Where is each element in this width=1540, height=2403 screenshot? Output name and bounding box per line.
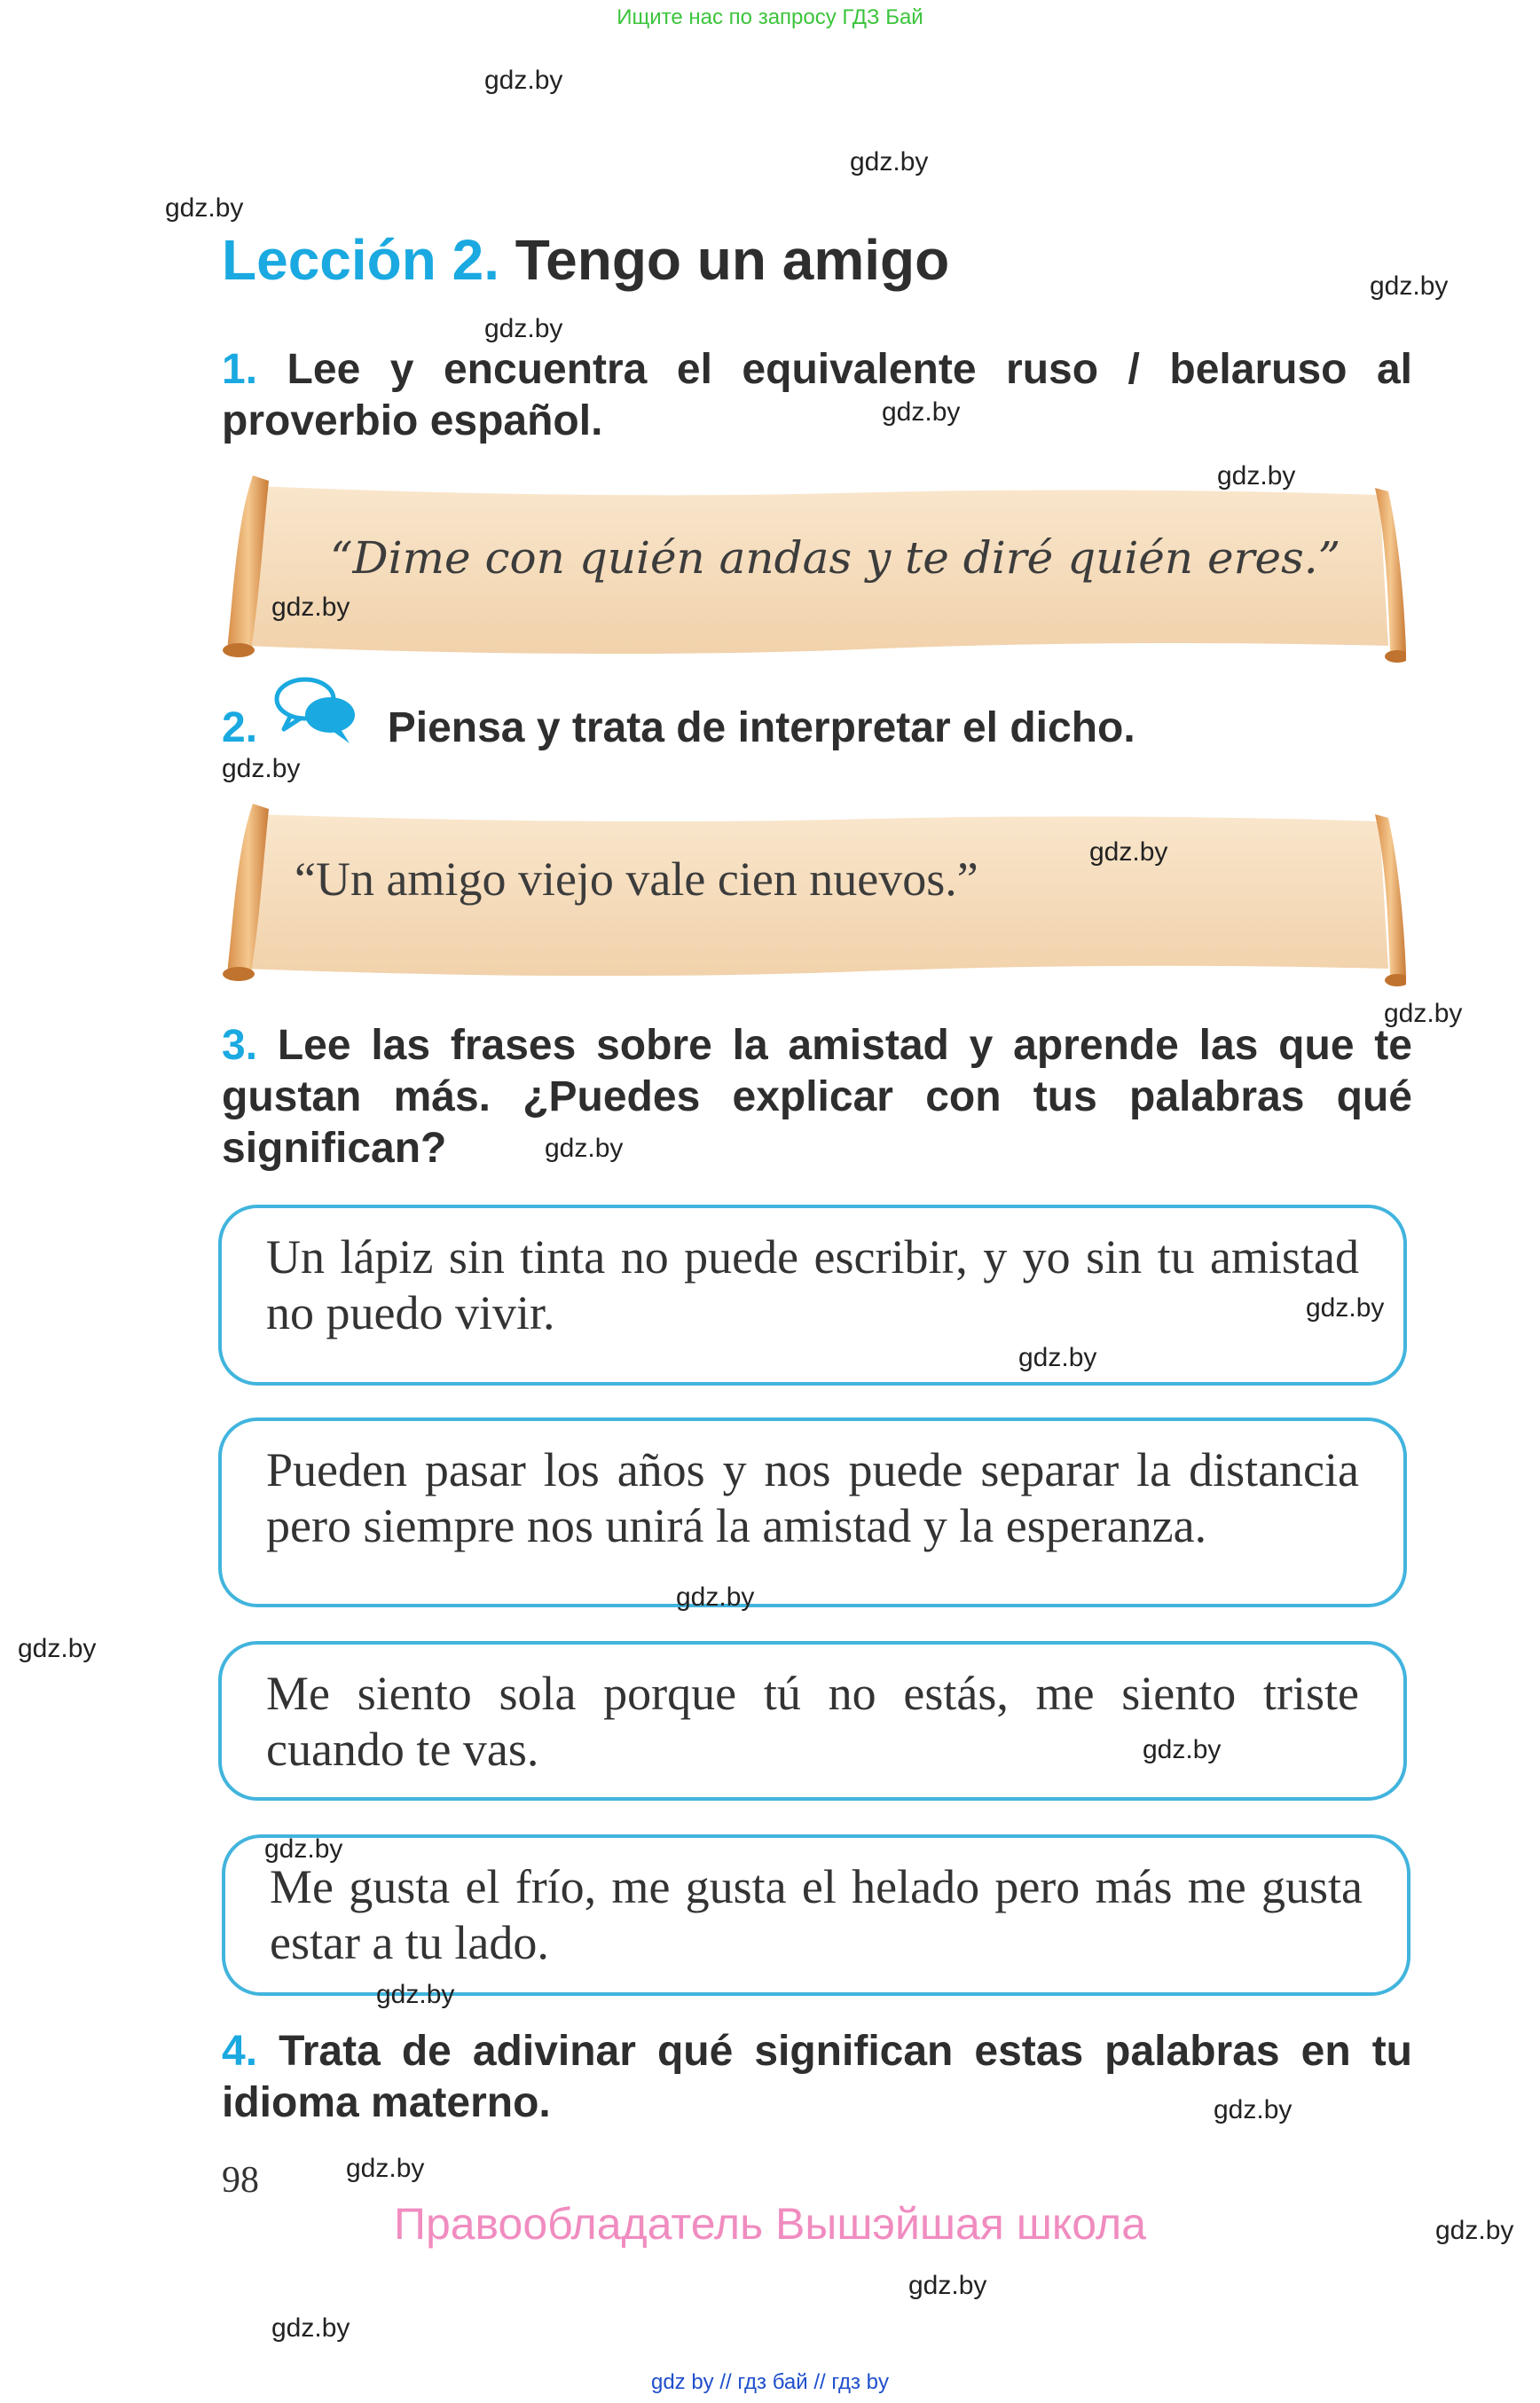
watermark: gdz.by: [264, 1834, 343, 1864]
proverb-2: “Un amigo viejo vale cien nuevos.”: [295, 852, 978, 906]
watermark: gdz.by: [1089, 837, 1168, 867]
phrase-card: [218, 1205, 1407, 1386]
task-text: Piensa y trata de interpretar el dicho.: [387, 704, 1135, 751]
header-note: Ищите нас по запросу ГДЗ Бай: [617, 5, 923, 29]
watermark: gdz.by: [676, 1582, 755, 1612]
watermark: gdz.by: [484, 314, 563, 343]
lesson-label: Lección 2.: [222, 228, 499, 292]
watermark: gdz.by: [850, 147, 929, 177]
phrase-text: Me siento sola porque tú no estás, me siento triste cuando te vas.: [266, 1667, 1359, 1776]
watermark: gdz.by: [1018, 1343, 1097, 1372]
watermark: gdz.by: [1217, 461, 1296, 491]
watermark: gdz.by: [1214, 2095, 1292, 2124]
copyright-holder: Правообладатель Вышэйшая школа: [394, 2199, 1146, 2249]
task-3: [222, 1020, 1412, 1174]
phrase-card: [218, 1641, 1407, 1801]
watermark: gdz.by: [165, 193, 244, 223]
phrase-card: [218, 1417, 1407, 1607]
task-number: 3.: [222, 1022, 258, 1069]
task-number: 1.: [222, 346, 258, 393]
watermark: gdz.by: [271, 593, 350, 622]
watermark: gdz.by: [1370, 271, 1449, 301]
phrase-text: Me gusta el frío, me gusta el helado pero más me gusta estar a tu lado.: [270, 1860, 1363, 1969]
watermark: gdz.by: [1384, 999, 1463, 1028]
watermark: gdz.by: [882, 397, 961, 427]
task-2: [222, 703, 1412, 754]
watermark: gdz.by: [376, 1980, 455, 2009]
watermark: gdz.by: [908, 2271, 987, 2300]
page-number: 98: [222, 2160, 259, 2201]
task-number: 2.: [222, 704, 258, 751]
lesson-title: [222, 227, 949, 293]
phrase-text: Un lápiz sin tinta no puede escribir, y yo sin tu amistad no puedo vivir.: [266, 1230, 1359, 1339]
footer-links[interactable]: gdz by // гдз бай // гдз by: [650, 2370, 890, 2394]
watermark: gdz.by: [484, 66, 563, 95]
watermark: gdz.by: [18, 1634, 97, 1663]
watermark: gdz.by: [222, 754, 301, 783]
task-text: Lee y encuentra el equivalente ruso / belaruso al proverbio español.: [222, 346, 1412, 444]
watermark: gdz.by: [271, 2313, 350, 2343]
watermark: gdz.by: [545, 1134, 624, 1163]
task-number: 4.: [222, 2028, 258, 2075]
task-1: [222, 344, 1412, 447]
speech-bubbles-icon: [271, 676, 360, 747]
proverb-1: “Dime con quién andas y te diré quién eres.”: [330, 532, 1341, 584]
watermark: gdz.by: [1306, 1293, 1385, 1323]
task-text: Trata de adivinar qué significan estas palabras en tu idioma materno.: [222, 2028, 1412, 2126]
phrase-text: Pueden pasar los años y nos puede separar la distancia pero siempre nos unirá la amistad y la esperanza.: [266, 1443, 1359, 1552]
watermark: gdz.by: [1435, 2216, 1514, 2245]
task-text: Lee las frases sobre la amistad y aprende las que te gustan más. ¿Puedes explicar con tus palabras qué significan?: [222, 1022, 1412, 1172]
phrase-card: [222, 1834, 1410, 1996]
watermark: gdz.by: [1143, 1735, 1222, 1764]
lesson-name: Tengo un amigo: [515, 228, 950, 292]
watermark: gdz.by: [346, 2154, 425, 2183]
